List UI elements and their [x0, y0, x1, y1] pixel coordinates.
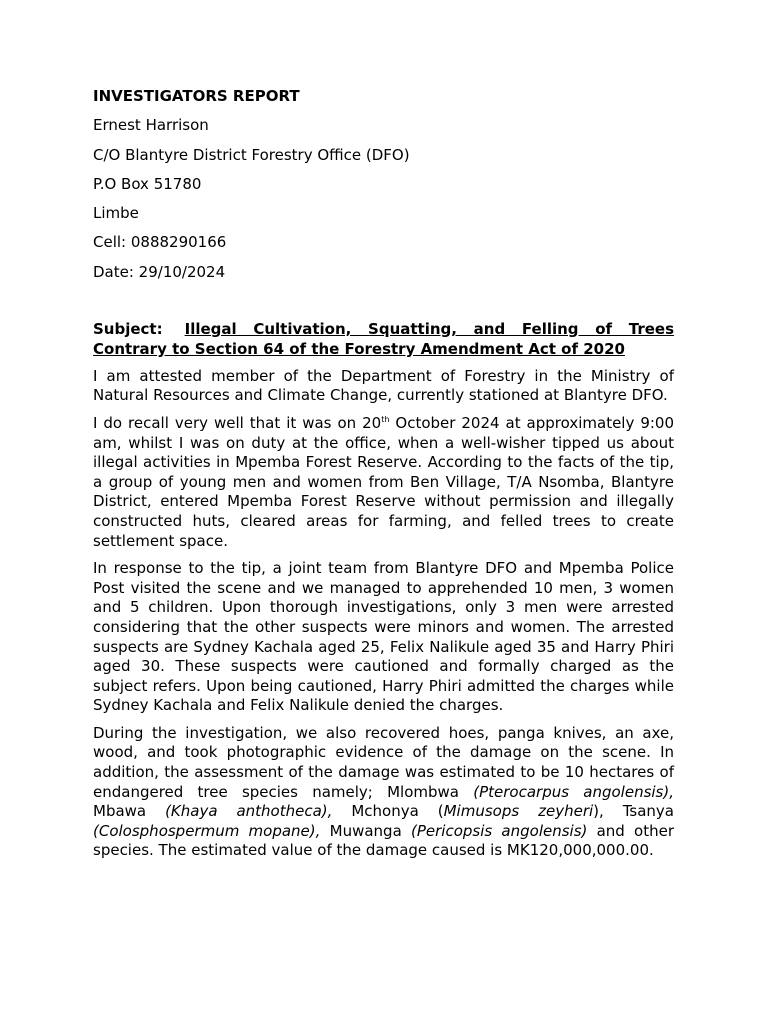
subject-line [93, 319, 674, 359]
p4-text-4: ), Tsanya [593, 802, 674, 821]
cell-number: Cell: 0888290166 [93, 233, 227, 252]
investigator-name: Ernest Harrison [93, 116, 209, 135]
paragraph-3: In response to the tip, a joint team from Blantyre DFO and Mpemba Police Post visited the scene and we managed to apprehended 10 men, 3 women and 5 children. Upon thorough investigations, only 3 men were arrested considering that the other suspects were minors and women. The arrested suspects are Sydney Kachala aged 25, Felix Nalikule aged 35 and Harry Phiri aged 30. These suspects were cautioned and formally charged as the subject refers. Upon being cautioned, Harry Phiri admitted the charges while Sydney Kachala and Felix Nalikule denied the charges. [93, 559, 674, 715]
species-latin-5: (Pericopsis angolensis) [411, 821, 588, 840]
paragraph-1: I am attested member of the Department of Forestry in the Ministry of Natural Resources and Climate Change, currently stationed at Blantyre DFO. [93, 366, 674, 405]
subject-label: Subject: [93, 319, 163, 338]
paragraph-2-start: I do recall very well that it was on 20 [93, 413, 382, 432]
p4-text-3: Mchonya ( [332, 802, 444, 821]
town: Limbe [93, 204, 139, 223]
p4-text-2: Mbawa [93, 802, 166, 821]
report-date: Date: 29/10/2024 [93, 262, 226, 281]
p4-text-6: and other species. The estimated value of the damage caused is MK120,000,000.00. [93, 821, 674, 860]
species-latin-4: (Colosphospermum mopane), [93, 821, 321, 840]
po-box: P.O Box 51780 [93, 174, 202, 193]
report-page [93, 86, 674, 861]
report-title: INVESTIGATORS REPORT [93, 87, 300, 105]
paragraph-2-rest: October 2024 at approximately 9:00 am, whilst I was on duty at the office, when a well-wisher tipped us about illegal activities in Mpemba Forest Reserve. According to the facts of the tip, a group of young men and women from Ben Village, T/A Nsomba, Blantyre District, entered Mpemba Forest Reserve without permission and illegally constructed huts, cleared areas for farming, and felled trees to create settlement space. [93, 413, 675, 550]
ordinal-suffix: th [381, 414, 390, 424]
p4-text-5: Muwanga [320, 821, 411, 840]
paragraph-4 [93, 724, 674, 861]
subject-text: Illegal Cultivation, Squatting, and Felling of Trees Contrary to Section 64 of the Forestry Amendment Act of 2020 [93, 319, 674, 358]
species-latin-3: Mimusops zeyheri [443, 802, 594, 821]
p4-text-1: During the investigation, we also recovered hoes, panga knives, an axe, wood, and took photographic evidence of the damage on the scene. In addition, the assessment of the damage was estimated to be 10 hectares of endangered tree species namely; Mlombwa [93, 723, 674, 801]
species-latin-2: (Khaya anthotheca), [165, 802, 333, 821]
paragraph-2 [93, 414, 674, 551]
office-address: C/O Blantyre District Forestry Office (DFO) [93, 145, 410, 164]
species-latin-1: (Pterocarpus angolensis), [473, 782, 674, 801]
